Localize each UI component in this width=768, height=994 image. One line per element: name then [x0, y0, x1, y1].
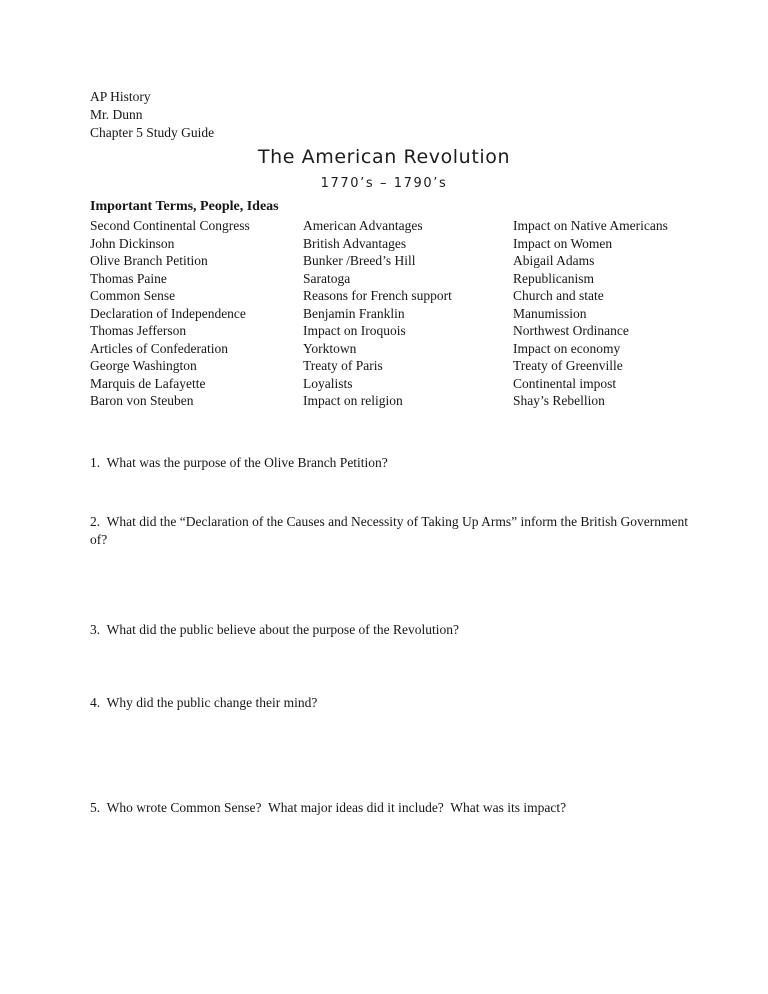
page-title: The American Revolution [257, 146, 511, 168]
term-item: Continental impost [513, 375, 617, 391]
term-item: Impact on economy [513, 340, 621, 356]
term-item: Yorktown [303, 340, 357, 356]
term-item: Abigail Adams [513, 253, 595, 268]
term-item: Second Continental Congress [90, 218, 250, 233]
term-item: Reasons for French support [303, 288, 452, 303]
term-item: Common Sense [90, 288, 176, 303]
term-item: Olive Branch Petition [90, 253, 208, 268]
header-line-course: AP History [90, 89, 151, 104]
term-item: George Washington [90, 358, 197, 373]
term-item: Declaration of Independence [90, 305, 246, 321]
term-item: John Dickinson [90, 235, 175, 251]
term-item: Treaty of Paris [303, 358, 383, 373]
term-item: Manumission [513, 305, 587, 321]
questions-section [90, 454, 690, 817]
term-item: Republicanism [513, 270, 594, 286]
term-item: Loyalists [303, 375, 353, 391]
term-item: Marquis de Lafayette [90, 375, 206, 391]
terms-column-1 [90, 217, 303, 410]
term-item: Impact on religion [303, 393, 403, 408]
question-item-5: 5. Who wrote Common Sense? What major ideas did it include? What was its impact? [90, 799, 567, 815]
question-item-4: 4. Why did the public change their mind? [90, 694, 318, 710]
terms-column-3 [513, 217, 678, 410]
term-item: Articles of Confederation [90, 340, 228, 356]
term-item: Northwest Ordinance [513, 323, 629, 338]
term-item: Impact on Women [513, 235, 613, 251]
question-item-1: 1. What was the purpose of the Olive Branch Petition? [90, 454, 388, 470]
document-header [90, 88, 678, 142]
terms-heading: Important Terms, People, Ideas [90, 199, 279, 214]
header-line-chapter: Chapter 5 Study Guide [90, 125, 215, 140]
term-item: Treaty of Greenville [513, 358, 623, 373]
terms-table [90, 217, 678, 410]
term-item: Impact on Iroquois [303, 323, 406, 338]
term-item: Shay’s Rebellion [513, 393, 605, 408]
term-item: Church and state [513, 288, 604, 303]
question-item-3: 3. What did the public believe about the purpose of the Revolution? [90, 621, 460, 637]
term-item: Benjamin Franklin [303, 305, 405, 321]
term-item: Impact on Native Americans [513, 218, 668, 233]
term-item: Thomas Paine [90, 270, 167, 286]
question-item-2: 2. What did the “Declaration of the Causes and Necessity of Taking Up Arms” inform the British Government of? [90, 513, 692, 547]
page-subtitle: 1770’s – 1790’s [320, 176, 448, 191]
term-item: British Advantages [303, 235, 407, 251]
term-item: Saratoga [303, 270, 351, 286]
terms-column-2 [303, 217, 513, 410]
term-item: Baron von Steuben [90, 393, 194, 408]
term-item: Bunker /Breed’s Hill [303, 253, 416, 268]
term-item: American Advantages [303, 218, 423, 233]
header-line-teacher: Mr. Dunn [90, 107, 143, 122]
term-item: Thomas Jefferson [90, 323, 187, 338]
